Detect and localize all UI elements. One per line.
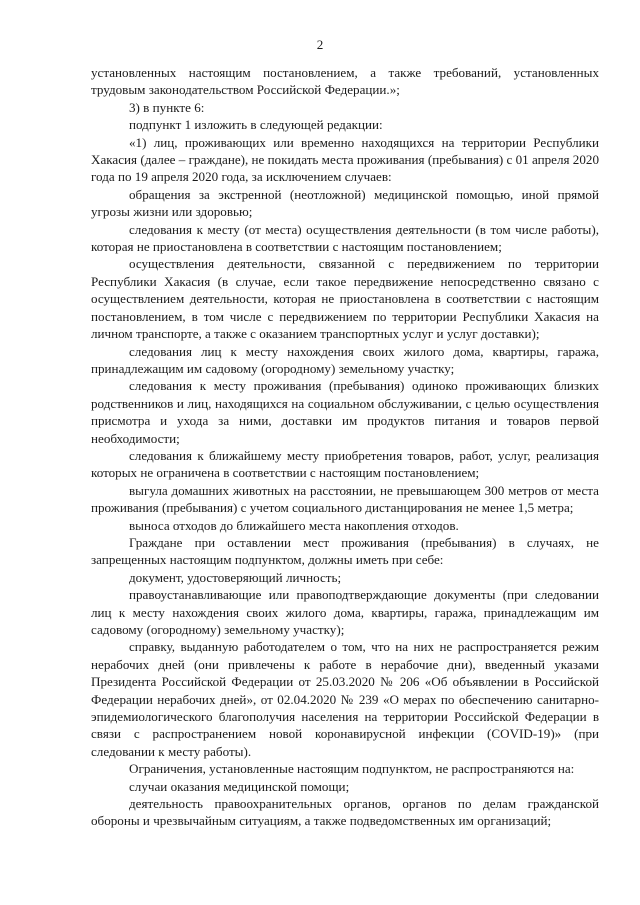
paragraph: справку, выданную работодателем о том, что на них не распространяется режим нерабочих дней (они привлечены к работе в нерабочие дни), введенный указами Президента Российской Федерации от 25.03.2020 № 206 «Об объявлении в Российской Федерации нерабочих дней», от 02.04.2020 № 239 «О мерах по обеспечению санитарно-эпидемиологического благополучия населения на территории Российской Федерации в связи с распространением новой коронавирусной инфекции (COVID-19)» (при следовании к месту работы). (91, 639, 599, 759)
paragraph: осуществления деятельности, связанной с передвижением по территории Республики Хакасия (в случае, если такое передвижение непосредственно связано с осуществлением деятельности, которая не приостановлена в соответствии с настоящим постановлением, в том числе с передвижением по территории Республики Хакасия на личном транспорте, а также с оказанием транспортных услуг и услуг доставки); (91, 256, 599, 342)
paragraph: обращения за экстренной (неотложной) медицинской помощью, иной прямой угрозы жизни или здоровью; (91, 186, 599, 220)
paragraph: правоустанавливающие или правоподтверждающие документы (при следовании лиц к месту нахождения своих жилого дома, квартиры, гаража, принадлежащим им садовому (огородному) земельному участку); (91, 587, 599, 637)
paragraph: документ, удостоверяющий личность; (129, 569, 342, 585)
paragraph: деятельность правоохранительных органов, органов по делам гражданской обороны и чрезвычайным ситуациям, а также подведомственных им организаций; (91, 796, 599, 829)
paragraph: Ограничения, установленные настоящим подпунктом, не распространяются на: (129, 761, 575, 777)
paragraph: следования к ближайшему месту приобретения товаров, работ, услуг, реализация которых не ограничена в соответствии с настоящим постановлением; (91, 447, 599, 481)
paragraph: выноса отходов до ближайшего места накопления отходов. (129, 517, 459, 533)
paragraph: 3) в пункте 6: (129, 99, 205, 115)
document-body (91, 64, 599, 830)
paragraph: установленных настоящим постановлением, а также требований, установленных трудовым законодательством Российской Федерации.»; (91, 65, 599, 98)
paragraph: следования к месту (от места) осуществления деятельности (в том числе работы), которая не приостановлена в соответствии с настоящим постановлением; (91, 221, 599, 255)
page-number: 2 (316, 37, 324, 52)
paragraph: следования лиц к месту нахождения своих жилого дома, квартиры, гаража, принадлежащим им садовому (огородному) земельному участку; (91, 343, 599, 376)
paragraph: следования к месту проживания (пребывания) одиноко проживающих близких родственников и лиц, находящихся на социальном обслуживании, с целью осуществления присмотра и ухода за ними, доставки им продуктов питания и товаров первой необходимости; (91, 378, 599, 446)
paragraph: подпункт 1 изложить в следующей редакции: (129, 117, 383, 133)
paragraph: «1) лиц, проживающих или временно находящихся на территории Республики Хакасия (далее – граждане), не покидать места проживания (пребывания) с 01 апреля 2020 года по 19 апреля 2020 года, за исключением случаев: (91, 134, 599, 185)
paragraph: случаи оказания медицинской помощи; (129, 778, 350, 794)
paragraph: выгула домашних животных на расстоянии, не превышающем 300 метров от места проживания (пребывания) с учетом социального дистанцирования не менее 1,5 метра; (91, 482, 599, 516)
paragraph: Граждане при оставлении мест проживания (пребывания) в случаях, не запрещенных настоящим подпунктом, должны иметь при себе: (91, 534, 599, 568)
